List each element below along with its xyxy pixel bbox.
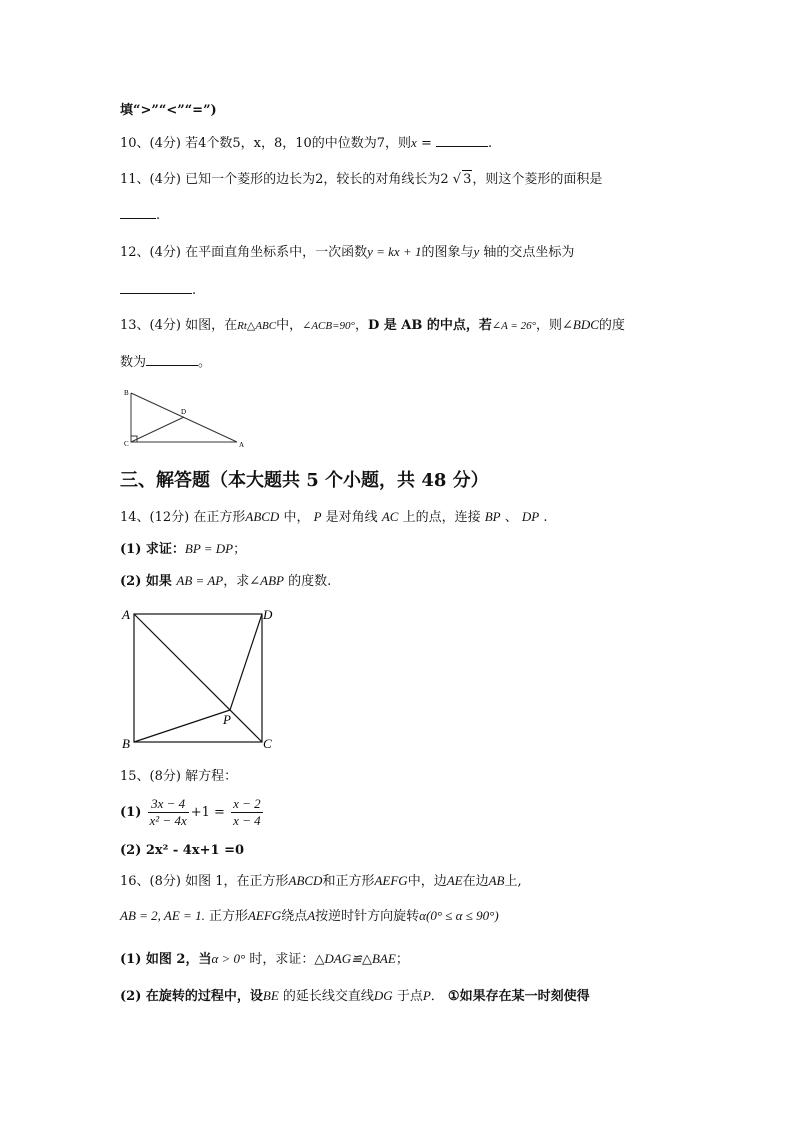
fig14-segment-bp bbox=[134, 710, 230, 742]
q12-answer-blank[interactable] bbox=[120, 281, 192, 294]
q13-angle-acb: ∠ACB=90° bbox=[302, 320, 355, 332]
fig14-label-a: A bbox=[122, 607, 130, 622]
question-16-part1 bbox=[120, 950, 409, 969]
q9-tail bbox=[120, 102, 217, 120]
section-3-title: 三、解答题（本大题共 5 个小题，共 48 分） bbox=[120, 470, 489, 491]
q15-part1-label: (1) bbox=[120, 805, 142, 820]
q16-part2-d: 如果存在某一时刻使得 bbox=[459, 989, 590, 1004]
q16-h2: 和正方形 bbox=[322, 874, 375, 889]
q11-mid: ，则这个菱形的面积是 bbox=[472, 172, 603, 187]
q12-mid: 的图象与 bbox=[421, 245, 474, 260]
q16-part2-dg: DG bbox=[373, 988, 393, 1003]
q15-frac1-den: x² − 4x bbox=[149, 813, 187, 828]
q10-answer-blank[interactable] bbox=[436, 134, 488, 147]
q15-frac2-num: x − 2 bbox=[233, 796, 261, 811]
q13-triangle: Rt△ABC bbox=[237, 320, 277, 332]
fig13-median-cd bbox=[131, 417, 184, 442]
q14-part2-end: 的度数. bbox=[283, 574, 332, 589]
q16-part2-b: 于点 bbox=[392, 989, 423, 1004]
q16-h4: 在边 bbox=[462, 874, 489, 889]
q12-axis: y bbox=[473, 244, 480, 259]
question-16-part2 bbox=[120, 987, 590, 1006]
q14-h4: 上的点，连接 bbox=[398, 510, 485, 525]
q9-tail-text: 填“>”“<”“=”) bbox=[120, 103, 217, 118]
question-16-line2 bbox=[120, 907, 499, 926]
question-15-part2 bbox=[120, 842, 244, 860]
q13-line2: 数为 bbox=[120, 355, 147, 370]
q13-answer-blank[interactable] bbox=[146, 353, 198, 366]
fig14-label-b: B bbox=[122, 736, 130, 751]
q15-part2-eq: (2) 2x² - 4x+1 =0 bbox=[120, 843, 245, 858]
q13-midpoint: D 是 AB 的中点，若 bbox=[367, 318, 492, 333]
q13-p3: ， bbox=[354, 318, 368, 333]
q16-part2-c: ． bbox=[430, 989, 448, 1004]
q16-part2-point: P bbox=[422, 988, 431, 1003]
q16-part2-label: (2) 在旋转的过程中，设 bbox=[120, 989, 263, 1004]
q16-alpha-range: (0° ≤ α ≤ 90°) bbox=[426, 908, 499, 923]
q14-part2-label: (2) 如果 bbox=[120, 574, 177, 589]
figure-13 bbox=[118, 384, 250, 450]
q14-bp: BP bbox=[484, 509, 501, 524]
q14-part2-angle: ∠ABP bbox=[249, 573, 284, 588]
fig14-label-c: C bbox=[263, 736, 272, 751]
question-15-part1 bbox=[120, 795, 265, 831]
q16-l2c: 按逆时针方向旋转 bbox=[315, 909, 420, 924]
question-11-line2 bbox=[120, 206, 160, 225]
question-16 bbox=[120, 872, 522, 891]
question-12 bbox=[120, 243, 574, 262]
q14-part1-eq: BP = DP bbox=[184, 541, 234, 556]
q14-h5: 、 bbox=[500, 510, 522, 525]
q13-line2-end: 。 bbox=[198, 355, 212, 370]
q14-part2-mid: ，求 bbox=[223, 574, 250, 589]
q10-text: 10、(4分) 若4个数5，x，8，10的中位数为7，则 bbox=[120, 136, 412, 151]
fig14-segment-dp bbox=[230, 614, 262, 710]
q15-frac2-den: x − 4 bbox=[233, 813, 261, 828]
q14-part1-label: (1) 求证： bbox=[120, 542, 185, 557]
question-14-part1 bbox=[120, 540, 246, 559]
figure-14 bbox=[120, 603, 280, 753]
q14-part1-end: ； bbox=[233, 542, 247, 557]
q16-side-ab: AB bbox=[488, 873, 505, 888]
question-11 bbox=[120, 170, 602, 189]
q16-h5: 上, bbox=[504, 874, 522, 889]
q14-h3: 是对角线 bbox=[321, 510, 382, 525]
fig13-label-d: D bbox=[181, 408, 187, 416]
sqrt-symbol: √ bbox=[452, 172, 462, 187]
q16-square-aefg: AEFG bbox=[374, 873, 408, 888]
q16-l2b: 绕点 bbox=[281, 909, 308, 924]
q12-tail: 轴的交点坐标为 bbox=[479, 245, 575, 260]
q10-eq: = bbox=[416, 136, 436, 151]
q16-part1-cond: α > 0° bbox=[211, 951, 246, 966]
circled-one-icon: ① bbox=[447, 989, 460, 1004]
q12-suffix: . bbox=[192, 283, 197, 298]
q16-part2-be: BE bbox=[262, 988, 279, 1003]
q12-text: 12、(4分) 在平面直角坐标系中，一次函数 bbox=[120, 245, 368, 260]
q13-p2: 中， bbox=[276, 318, 303, 333]
q16-part1-label: (1) 如图 2，当 bbox=[120, 952, 212, 967]
q15-text: 15、(8分) 解方程： bbox=[120, 769, 238, 784]
q10-var: x bbox=[411, 135, 417, 150]
q13-p4: ，则 bbox=[535, 318, 562, 333]
fig14-label-p: P bbox=[223, 712, 231, 727]
q16-l2-square: AEFG bbox=[247, 908, 282, 923]
q16-l2-point: A bbox=[307, 908, 316, 923]
q14-h2: 中， bbox=[279, 510, 314, 525]
q11-root: 3 bbox=[463, 172, 472, 187]
q14-h6: . bbox=[539, 510, 548, 525]
q14-text: 14、(12分) 在正方形 bbox=[120, 510, 246, 525]
q16-part1-eq: △DAG≌△BAE bbox=[314, 951, 396, 966]
question-10 bbox=[120, 134, 492, 153]
q16-h3: 中，边 bbox=[407, 874, 447, 889]
question-12-line2 bbox=[120, 281, 196, 300]
q15-fraction-left bbox=[148, 796, 189, 829]
q11-answer-blank[interactable] bbox=[120, 206, 156, 219]
q15-plus-one: +1 = bbox=[190, 805, 225, 820]
q13-angle-a: ∠A = 26° bbox=[491, 320, 536, 332]
q16-side-ae: AE bbox=[446, 873, 463, 888]
fig13-label-a: A bbox=[239, 441, 245, 449]
q15-fraction-right bbox=[231, 796, 263, 829]
q13-p5: 的度 bbox=[598, 318, 625, 333]
question-13 bbox=[120, 316, 625, 335]
q13-text: 13、(4分) 如图，在 bbox=[120, 318, 238, 333]
q14-point-p: P bbox=[313, 509, 322, 524]
q11-text: 11、(4分) 已知一个菱形的边长为2，较长的对角线长为2 bbox=[120, 172, 449, 187]
q14-dp: DP bbox=[521, 509, 540, 524]
fig14-diagonal-ac bbox=[134, 614, 262, 742]
question-14 bbox=[120, 508, 547, 527]
q16-alpha: α bbox=[419, 908, 426, 923]
q16-square-abcd: ABCD bbox=[288, 873, 323, 888]
q16-part1-end: ； bbox=[395, 952, 409, 967]
q14-diagonal: AC bbox=[381, 509, 399, 524]
question-15 bbox=[120, 768, 237, 786]
q15-frac1-num: 3x − 4 bbox=[148, 796, 189, 813]
fig13-label-b: B bbox=[124, 389, 129, 397]
q16-part2-a: 的延长线交直线 bbox=[278, 989, 374, 1004]
q10-suffix: . bbox=[488, 136, 493, 151]
q16-text: 16、(8分) 如图 1，在正方形 bbox=[120, 874, 289, 889]
question-14-part2 bbox=[120, 572, 331, 591]
q16-l2a: 正方形 bbox=[204, 909, 248, 924]
q16-part1-mid: 时，求证： bbox=[245, 952, 315, 967]
q11-suffix: . bbox=[156, 208, 161, 223]
q14-square: ABCD bbox=[245, 509, 280, 524]
fig14-label-d: D bbox=[263, 607, 273, 622]
q14-part2-eq: AB = AP bbox=[176, 573, 224, 588]
section-3-heading bbox=[120, 469, 489, 493]
fig13-label-c: C bbox=[124, 440, 129, 448]
q12-formula: y = kx + 1 bbox=[367, 244, 422, 259]
q13-angle-bdc: ∠BDC bbox=[561, 317, 599, 332]
question-13-line2 bbox=[120, 353, 211, 372]
q16-lengths: AB = 2, AE = 1. bbox=[120, 908, 205, 923]
